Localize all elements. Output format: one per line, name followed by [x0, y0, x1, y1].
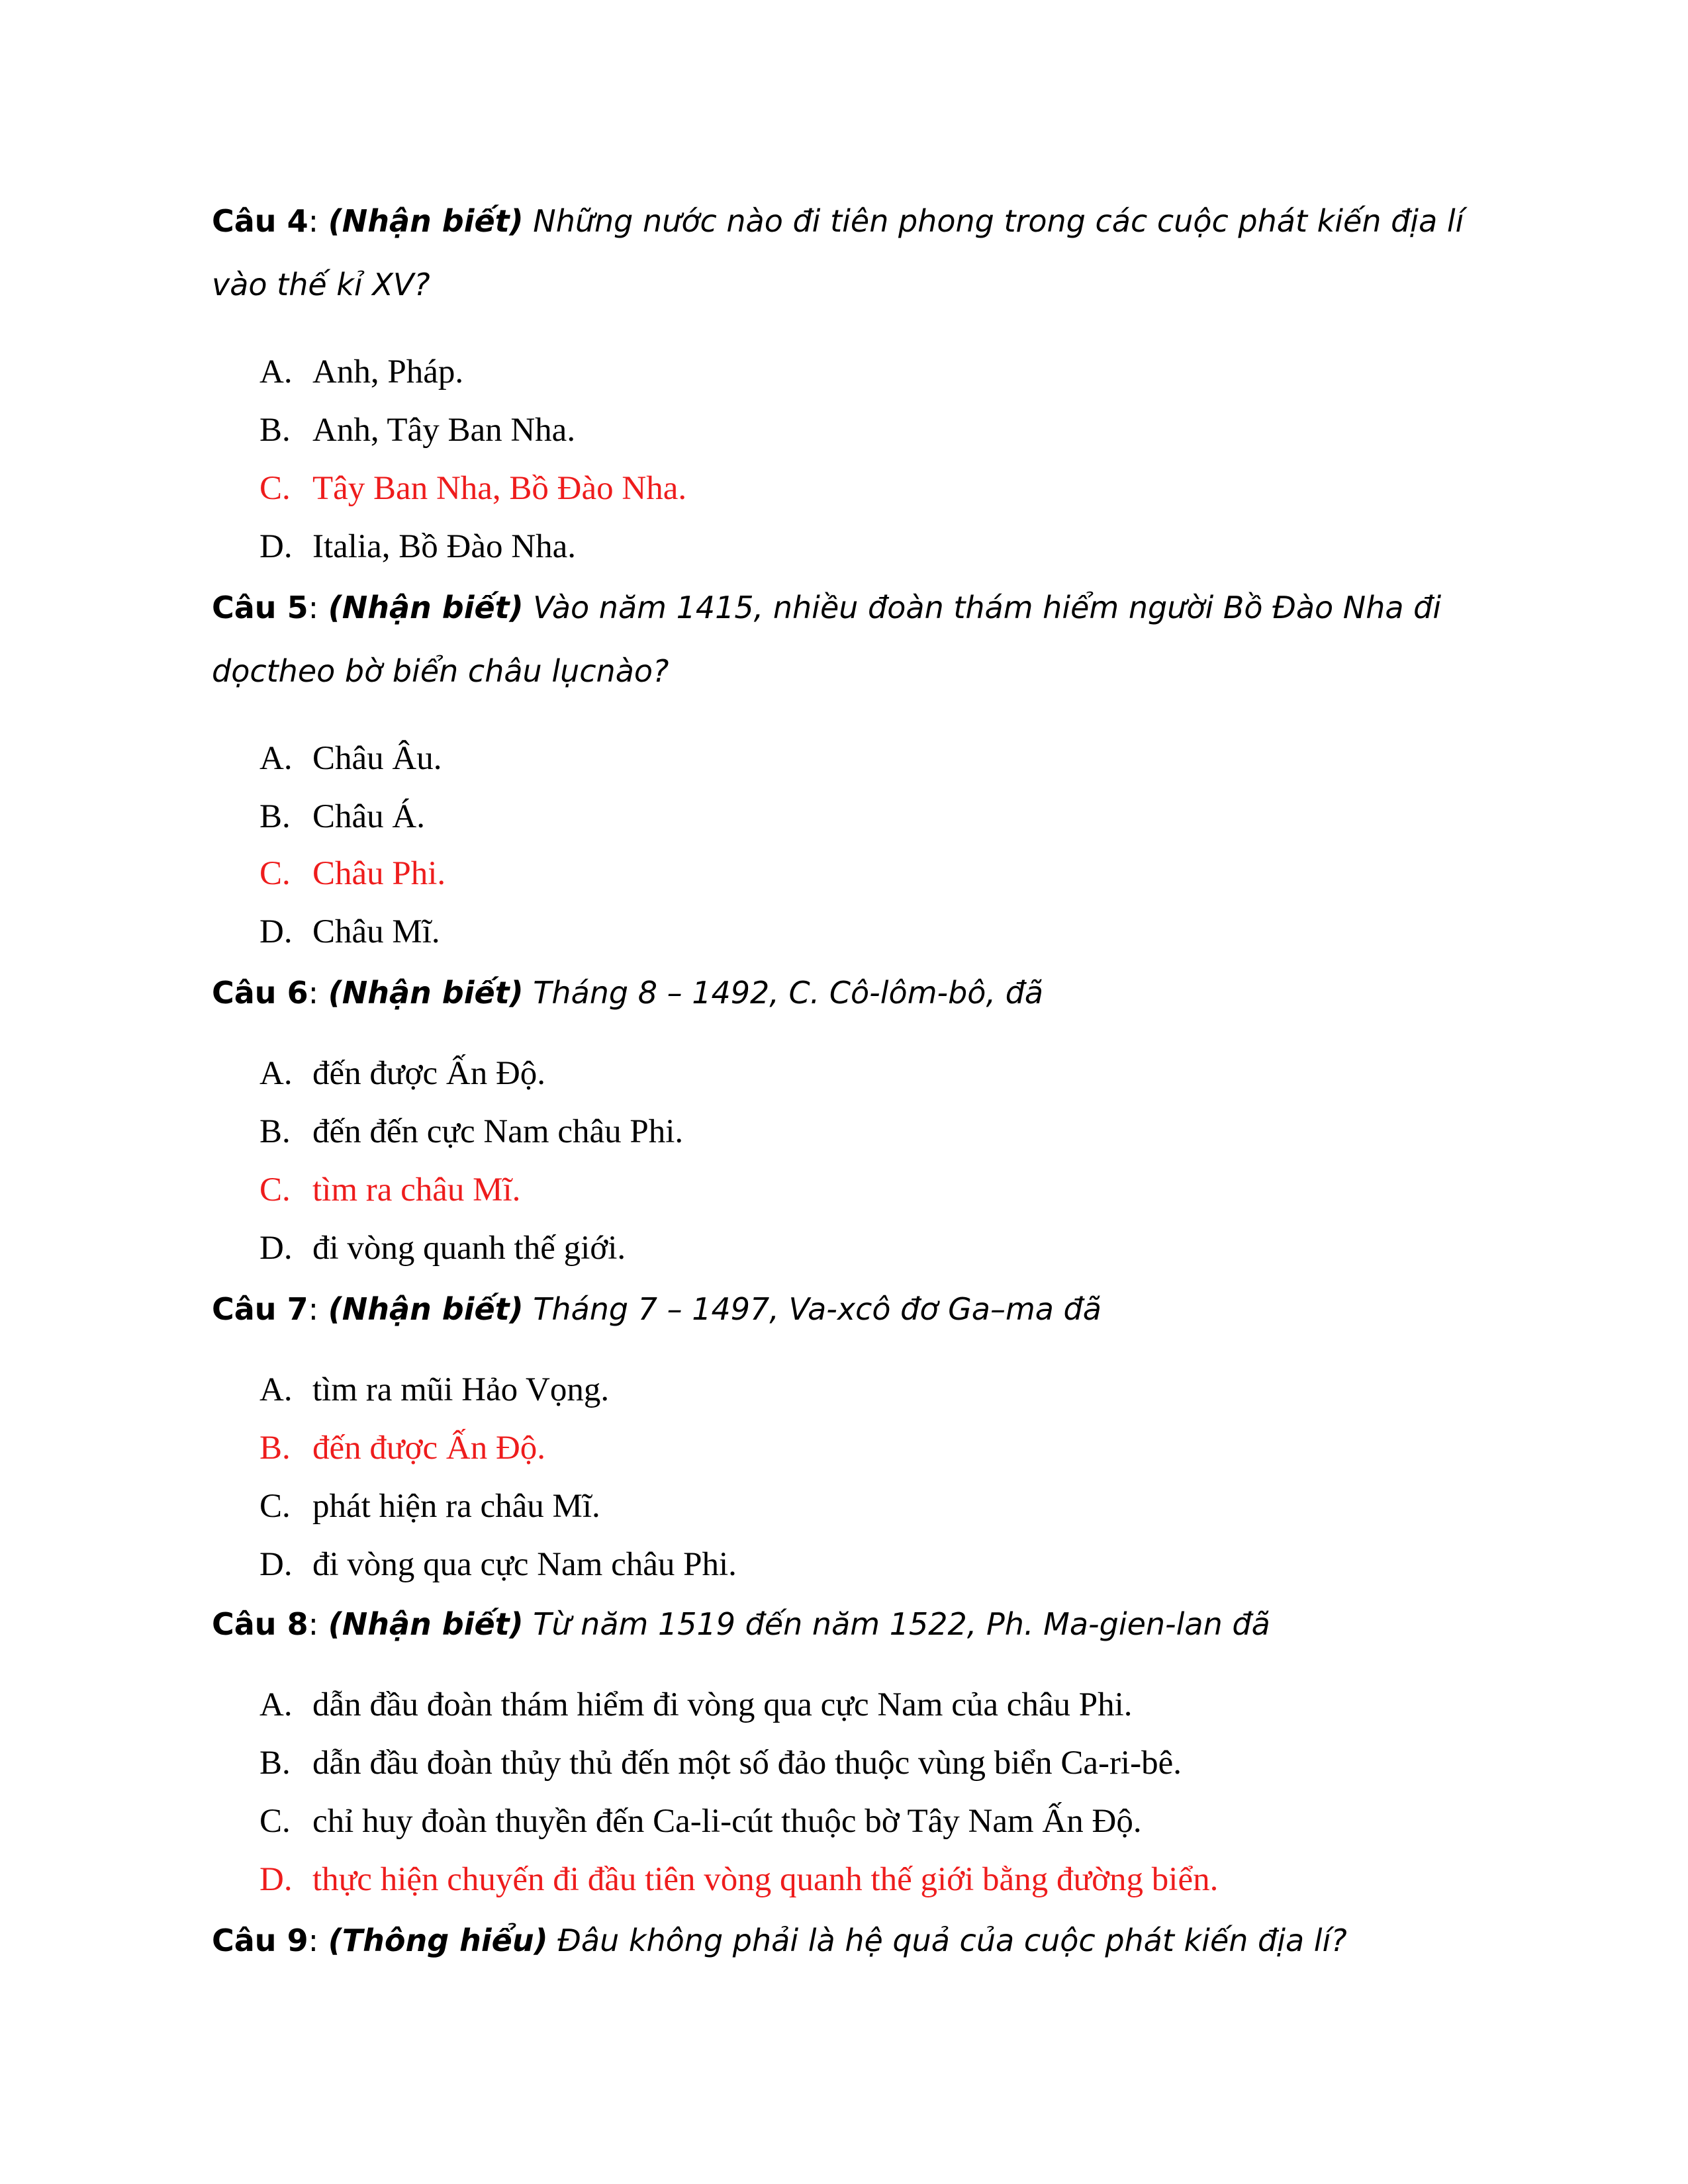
- option-letter: B.: [259, 412, 291, 449]
- option-text: đến đến cực Nam châu Phi.: [312, 1113, 684, 1150]
- question-label: Câu 8: [212, 1606, 308, 1642]
- question-text: Tháng 7 – 1497, Va-xcô đơ Ga–ma đã: [523, 1291, 1102, 1327]
- option-letter: C.: [259, 1803, 291, 1840]
- option-text: dẫn đầu đoàn thủy thủ đến một số đảo thuộc vùng biển Ca-ri-bê.: [312, 1745, 1182, 1782]
- option-letter: C.: [259, 1171, 291, 1208]
- option-text: Châu Á.: [312, 798, 425, 835]
- question-level: (Nhận biết): [328, 590, 524, 625]
- option-letter: D.: [259, 1546, 293, 1583]
- question-7-option-b: [259, 1428, 1517, 1468]
- question-7: [212, 1277, 1470, 1341]
- option-text: Tây Ban Nha, Bồ Đào Nha.: [312, 470, 687, 507]
- option-text: Châu Phi.: [312, 855, 446, 892]
- option-text: tìm ra châu Mĩ.: [312, 1171, 521, 1208]
- question-level: (Nhận biết): [328, 1291, 524, 1327]
- option-text: chỉ huy đoàn thuyền đến Ca-li-cút thuộc bờ Tây Nam Ấn Độ.: [312, 1803, 1142, 1840]
- question-5-option-d: [259, 912, 1517, 952]
- option-text: đi vòng qua cực Nam châu Phi.: [312, 1546, 737, 1583]
- question-6-option-d: [259, 1228, 1517, 1268]
- option-text: đi vòng quanh thế giới.: [312, 1230, 626, 1267]
- option-text: dẫn đầu đoàn thám hiểm đi vòng qua cực Nam của châu Phi.: [312, 1686, 1133, 1723]
- option-text: đến được Ấn Độ.: [312, 1430, 546, 1467]
- option-letter: C.: [259, 855, 291, 892]
- option-letter: B.: [259, 1430, 291, 1467]
- question-9: [212, 1909, 1470, 1972]
- question-text: Đâu không phải là hệ quả của cuộc phát kiến địa lí?: [547, 1923, 1347, 1958]
- question-text: Vào năm 1415, nhiều đoàn thám hiểm người Bồ Đào Nha đi dọctheo bờ biển châu lụcnào?: [212, 590, 1442, 689]
- question-6-option-c: [259, 1170, 1517, 1210]
- option-letter: A.: [259, 353, 293, 390]
- option-letter: D.: [259, 913, 293, 950]
- question-label: Câu 6: [212, 975, 308, 1011]
- question-text: Những nước nào đi tiên phong trong các cuộc phát kiến địa lí vào thế kỉ XV?: [212, 203, 1464, 302]
- question-5-option-b: [259, 797, 1517, 837]
- question-8: [212, 1592, 1470, 1656]
- question-level: (Nhận biết): [328, 1606, 524, 1642]
- option-letter: B.: [259, 798, 291, 835]
- option-text: đến được Ấn Độ.: [312, 1055, 546, 1092]
- question-separator: :: [308, 1923, 328, 1958]
- question-6-option-a: [259, 1054, 1517, 1093]
- option-letter: D.: [259, 528, 293, 565]
- question-8-option-d: [259, 1860, 1517, 1899]
- option-letter: C.: [259, 1488, 291, 1525]
- question-separator: :: [308, 1291, 328, 1327]
- question-5-option-a: [259, 739, 1517, 778]
- option-text: Anh, Tây Ban Nha.: [312, 412, 576, 449]
- question-8-option-b: [259, 1743, 1517, 1783]
- option-letter: A.: [259, 1371, 293, 1408]
- question-4: [212, 189, 1470, 316]
- question-level: (Nhận biết): [328, 203, 524, 239]
- question-separator: :: [308, 590, 328, 625]
- option-text: Italia, Bồ Đào Nha.: [312, 528, 576, 565]
- question-4-option-a: [259, 352, 1517, 392]
- option-text: thực hiện chuyến đi đầu tiên vòng quanh thế giới bằng đường biển.: [312, 1861, 1219, 1898]
- option-letter: D.: [259, 1861, 293, 1898]
- question-separator: :: [308, 1606, 328, 1642]
- question-5-option-c: [259, 854, 1517, 893]
- option-letter: D.: [259, 1230, 293, 1267]
- option-letter: B.: [259, 1113, 291, 1150]
- question-label: Câu 5: [212, 590, 308, 625]
- question-separator: :: [308, 975, 328, 1011]
- question-text: Từ năm 1519 đến năm 1522, Ph. Ma-gien-lan đã: [523, 1606, 1270, 1642]
- option-letter: A.: [259, 740, 293, 777]
- option-letter: A.: [259, 1055, 293, 1092]
- option-text: Anh, Pháp.: [312, 353, 464, 390]
- question-level: (Nhận biết): [328, 975, 524, 1011]
- question-8-option-c: [259, 1801, 1517, 1841]
- option-text: phát hiện ra châu Mĩ.: [312, 1488, 600, 1525]
- question-label: Câu 9: [212, 1923, 308, 1958]
- question-label: Câu 7: [212, 1291, 308, 1327]
- question-level: (Thông hiểu): [328, 1923, 548, 1958]
- option-letter: C.: [259, 470, 291, 507]
- question-6-option-b: [259, 1112, 1517, 1152]
- question-4-option-c: [259, 469, 1517, 508]
- question-6: [212, 961, 1470, 1024]
- option-text: Châu Âu.: [312, 740, 442, 777]
- question-separator: :: [308, 203, 328, 239]
- question-4-option-b: [259, 410, 1517, 450]
- option-text: tìm ra mũi Hảo Vọng.: [312, 1371, 610, 1408]
- question-7-option-c: [259, 1486, 1517, 1526]
- question-7-option-a: [259, 1370, 1517, 1410]
- question-text: Tháng 8 – 1492, C. Cô-lôm-bô, đã: [523, 975, 1044, 1011]
- question-8-option-a: [259, 1685, 1517, 1725]
- question-5: [212, 576, 1470, 703]
- question-7-option-d: [259, 1545, 1517, 1584]
- question-label: Câu 4: [212, 203, 308, 239]
- option-letter: A.: [259, 1686, 293, 1723]
- option-letter: B.: [259, 1745, 291, 1782]
- option-text: Châu Mĩ.: [312, 913, 440, 950]
- question-4-option-d: [259, 527, 1517, 567]
